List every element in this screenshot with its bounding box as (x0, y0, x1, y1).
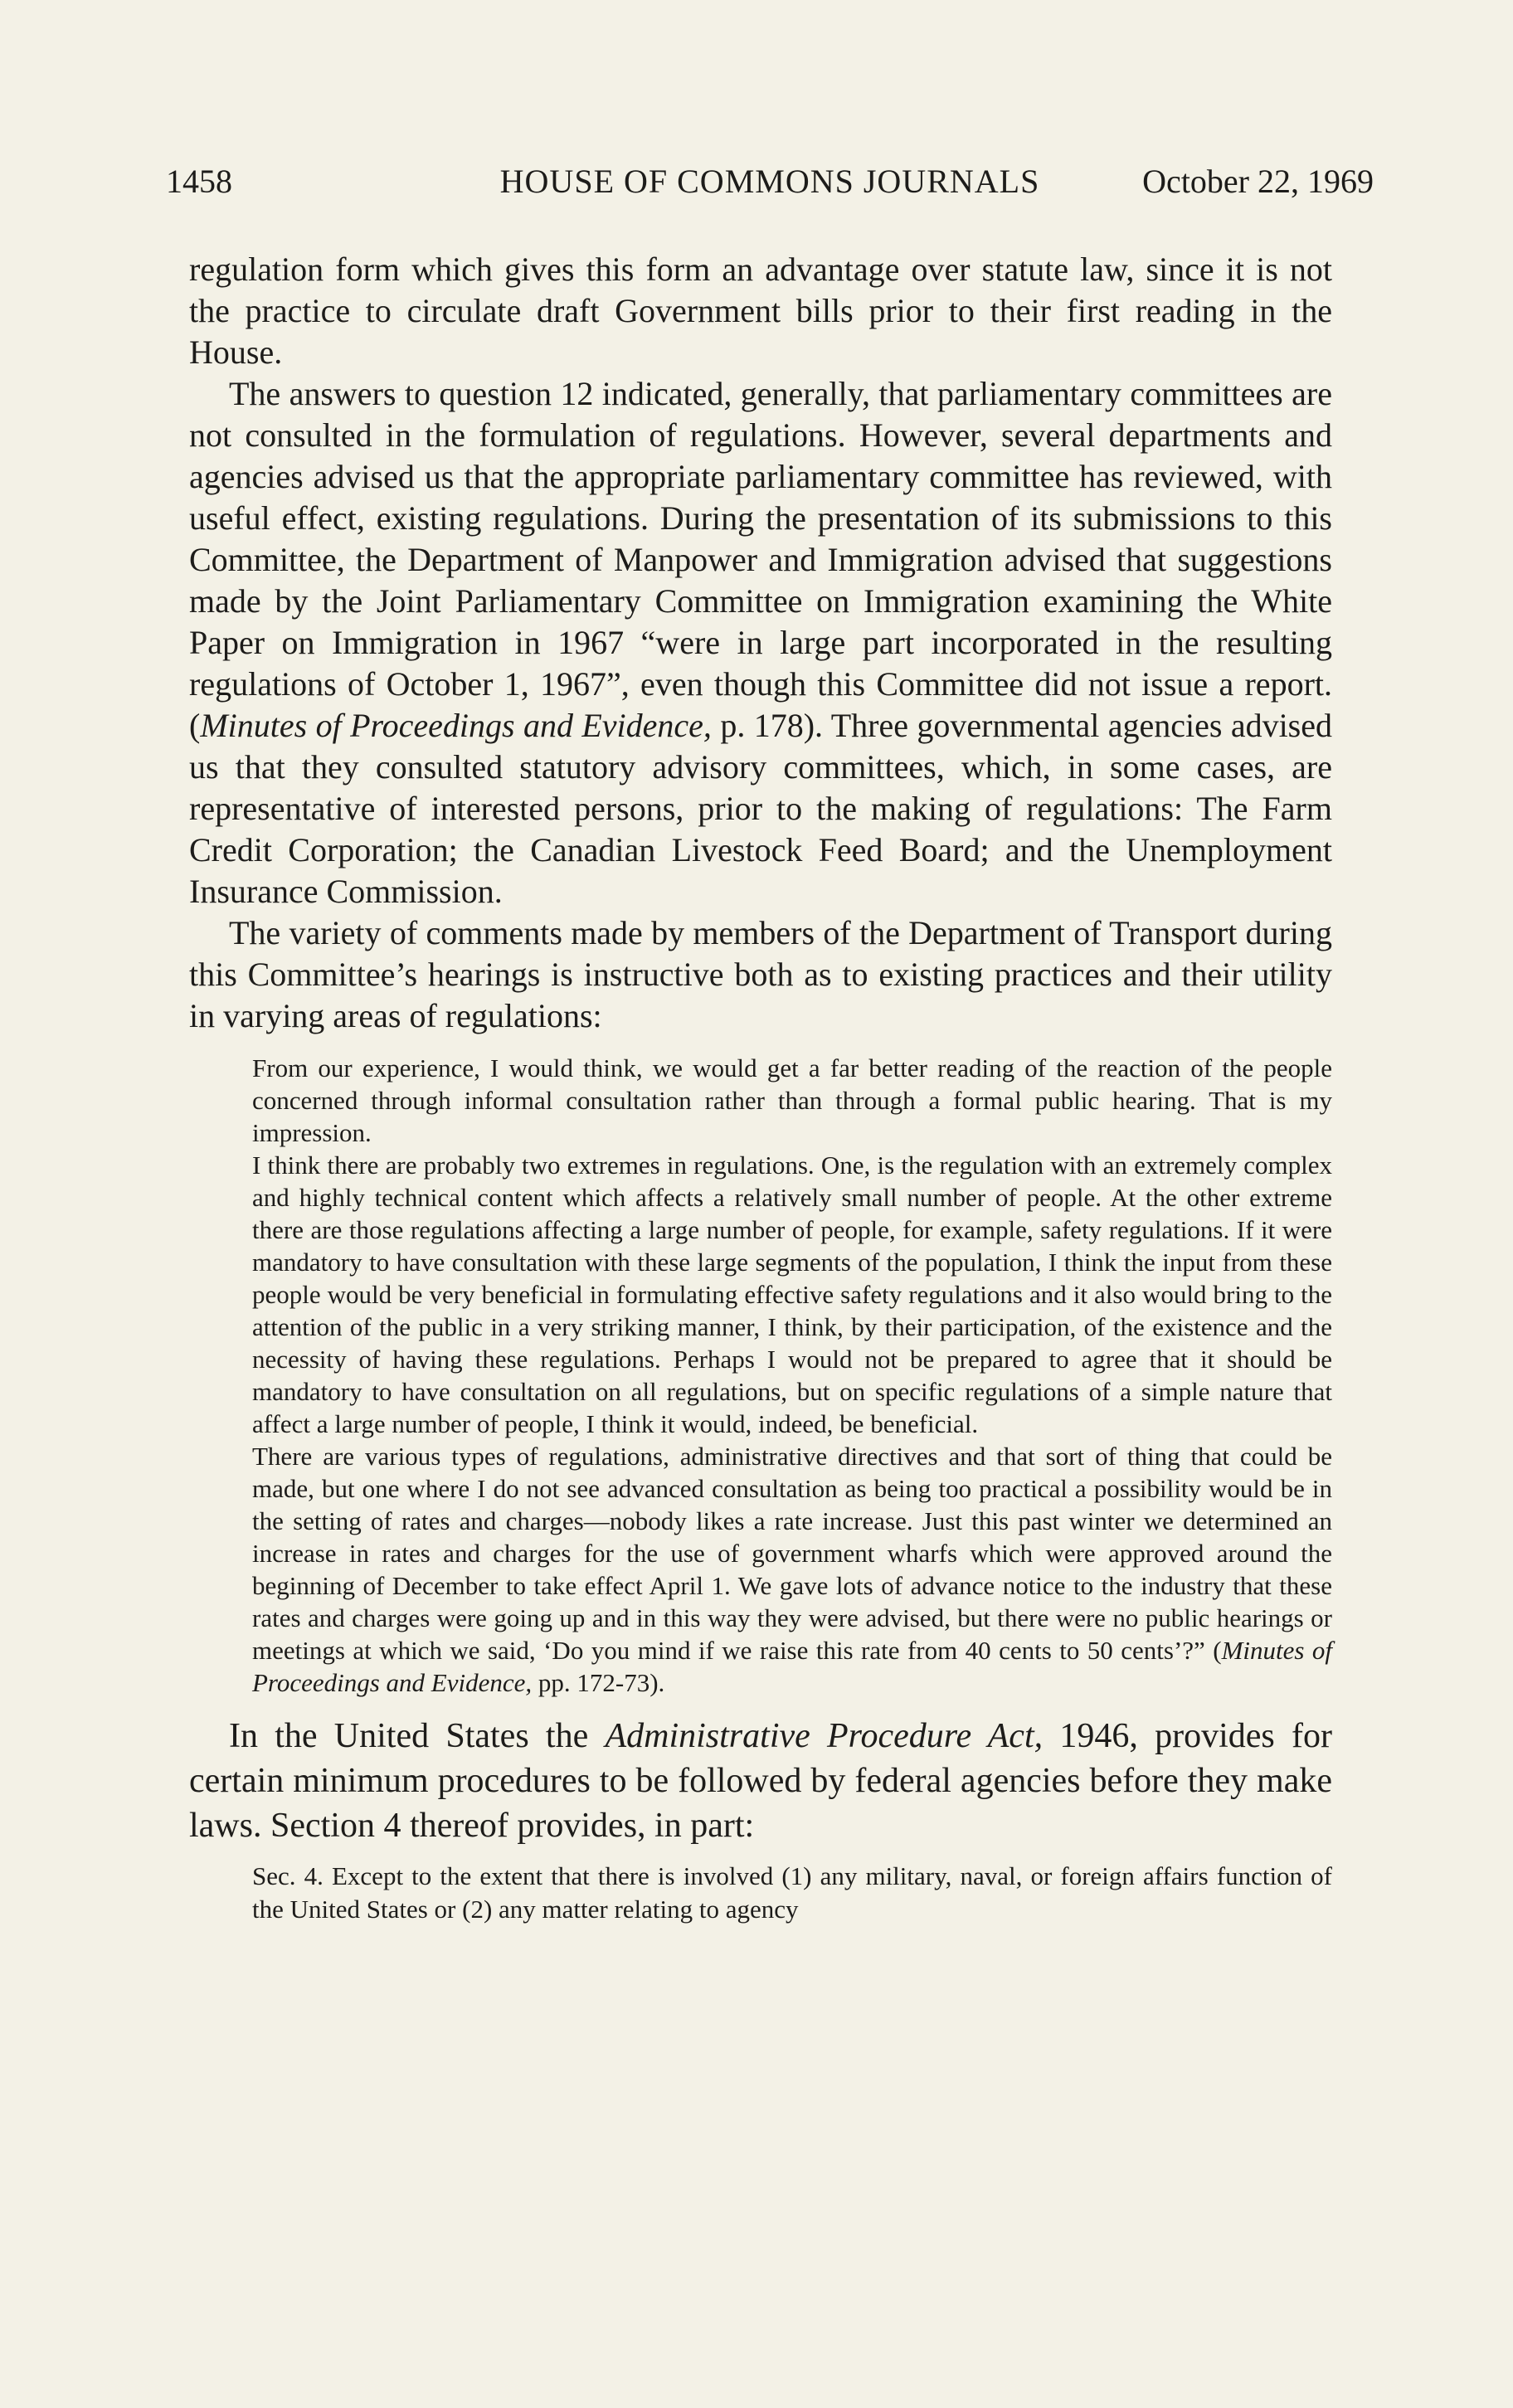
paragraph-text: The answers to question 12 indicated, generally, that parliamentary committees are not consulted in the formulation of regulations. However, several departments and agencies advised us that the appropriate parliamentary committee has reviewed, with useful effect, existing regulations. During the presentation of its submissions to this Committee, the Department of Manpower and Immigration advised that suggestions made by the Joint Parliamentary Committee on Immigration examining the White Paper on Immigration in 1967 “were in large part incorporated in the resulting regulations of October 1, 1967”, even though this Committee did not issue a report. ( (189, 375, 1332, 744)
act-title: Administrative Procedure Act, (605, 1717, 1044, 1755)
quote-paragraph: I think there are probably two extremes in regulations. One, is the regulation with an extremely complex and highly technical content which affects a relatively small number of people. At the other extreme there are those regulations affecting a large number of people, for example, safety regulations. If it were mandatory to have consultation with these large segments of the population, I think the input from these people would be very beneficial in formulating effective safety regulations and it also would bring to the attention of the public in a very striking manner, I think, by their participation, of the existence and the necessity of having these regulations. Perhaps I would not be prepared to agree that it should be mandatory to have consultation on all regulations, but on specific regulations of a simple nature that affect a large number of people, I think it would, indeed, be beneficial. (252, 1150, 1332, 1438)
section-4-quote: Sec. 4. Except to the extent that there is involved (1) any military, naval, or foreign affairs function of the United States or (2) any matter relating to agency (252, 1861, 1332, 1924)
journal-date: October 22, 1969 (1142, 163, 1374, 200)
quote-text: pp. 172-73). (532, 1668, 665, 1697)
paragraph-transport-comments: The variety of comments made by members of the Department of Transport during this Committee’s hearings is instructive both as to existing practices and their utility in varying areas of regulations: (189, 914, 1332, 1034)
page-header (166, 161, 1374, 202)
block-quote (252, 1052, 1332, 1699)
paragraph-continuation: regulation form which gives this form an advantage over statute law, since it is not the practice to circulate draft Government bills prior to their first reading in the House. (189, 251, 1332, 371)
citation: Minutes of Proceedings and Evidence, (252, 1636, 1332, 1697)
journal-title: HOUSE OF COMMONS JOURNALS (499, 163, 1040, 200)
citation: Minutes of Proceedings and Evidence, (200, 707, 712, 744)
paragraph-us-procedure-act (189, 1714, 1332, 1848)
quote-text: There are various types of regulations, administrative directives and that sort of thing that could be made, but one where I do not see advanced consultation as being too practical a possibility would be in the setting of rates and charges—nobody likes a rate increase. Just this past winter we determined an increase in rates and charges for the use of government wharfs which were approved around the beginning of December to take effect April 1. We gave lots of advance notice to the industry that these rates and charges were going up and in this way they were advised, but there were no public hearings or meetings at which we said, ‘Do you mind if we raise this rate from 40 cents to 50 cents’?” ( (252, 1442, 1332, 1665)
paragraph-question-12 (189, 373, 1332, 912)
paragraph-text: p. 178). Three governmental agencies advised us that they consulted statutory advisory committees, which, in some cases, are representative of interested persons, prior to the making of regulations: The Farm Credit Corporation; the Canadian Livestock Feed Board; and the Unemployment Insurance Commission. (189, 707, 1333, 910)
quote-paragraph: From our experience, I would think, we would get a far better reading of the reaction of the people concerned through informal consultation rather than through a formal public hearing. That is my impression. (252, 1053, 1332, 1147)
paragraph-text: 1946, provides for certain minimum procedures to be followed by federal agencies before they make laws. Section 4 thereof provides, in part: (189, 1717, 1332, 1845)
page-body (189, 249, 1332, 1926)
paragraph-text: In the United States the (229, 1717, 606, 1755)
page-number: 1458 (166, 163, 232, 200)
quote-paragraph (252, 1440, 1332, 1699)
